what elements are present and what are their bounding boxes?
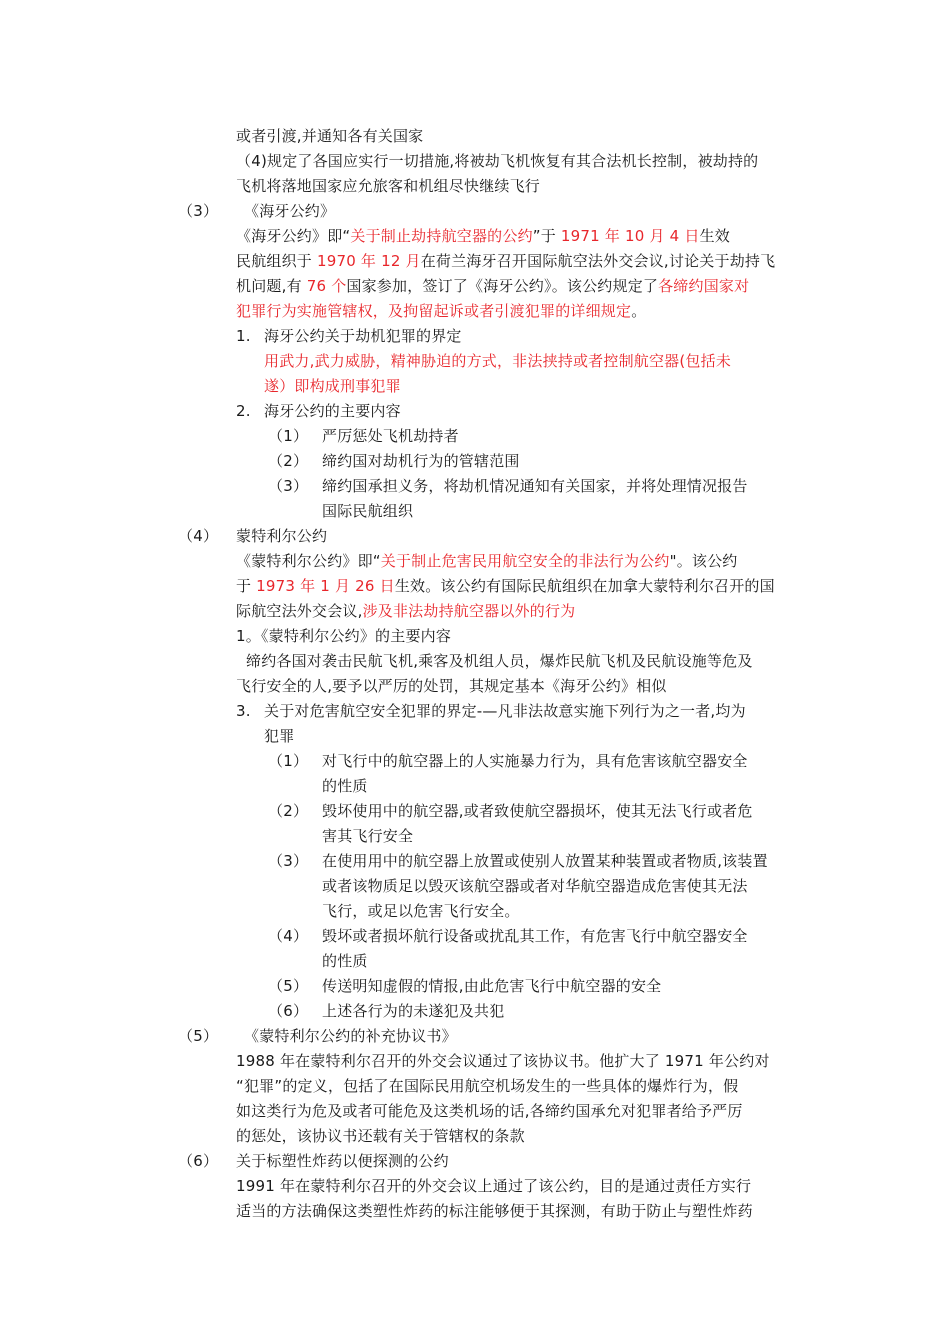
item-number: （5） — [268, 977, 309, 995]
item-number: （6） — [268, 1002, 309, 1020]
text-span: ”于 — [532, 227, 561, 245]
highlight-span: 关于制止劫持航空器的公约 — [350, 227, 533, 245]
text-line: 海牙公约关于劫机犯罪的界定 — [264, 327, 462, 345]
text-span: 《海牙公约》即“ — [236, 227, 351, 245]
text-line — [236, 601, 575, 621]
item-number: （3） — [268, 477, 309, 495]
item-number: 1. — [236, 327, 251, 345]
highlight-line: 遂）即构成刑事犯罪 — [264, 377, 401, 395]
text-line: 犯罪 — [264, 727, 295, 745]
text-span: 际航空法外交会议, — [236, 602, 363, 620]
item-number: 2. — [236, 402, 251, 420]
text-line: 害其飞行安全 — [322, 827, 414, 845]
text-span: 机问题,有 — [236, 277, 307, 295]
item-number: （2） — [268, 802, 309, 820]
text-line — [236, 301, 646, 321]
section-title: 关于标塑性炸药以便探测的公约 — [236, 1152, 449, 1170]
text-line: 关于对危害航空安全犯罪的界定-—凡非法故意实施下列行为之一者,均为 — [264, 702, 746, 720]
text-line: 1991 年在蒙特利尔召开的外交会议上通过了该公约，目的是通过责任方实行 — [236, 1177, 752, 1195]
item-number: （3） — [178, 202, 219, 220]
text-span: 在荷兰海牙召开国际航空法外交会议,讨论关于劫持飞 — [420, 252, 776, 270]
text-line: 如这类行为危及或者可能危及这类机场的话,各缔约国承允对犯罪者给予严厉 — [236, 1102, 743, 1120]
highlight-span: 1971 年 10 月 4 日 — [560, 227, 700, 245]
highlight-span: 关于制止危害民用航空安全的非法行为公约 — [380, 552, 670, 570]
text-line: 国际民航组织 — [322, 502, 414, 520]
item-number: （6） — [178, 1152, 219, 1170]
text-line: 适当的方法确保这类塑性炸药的标注能够便于其探测，有助于防止与塑性炸药 — [236, 1202, 753, 1220]
text-line: 毁坏或者损坏航行设备或扰乱其工作，有危害飞行中航空器安全 — [322, 927, 748, 945]
text-span: 民航组织于 — [236, 252, 317, 270]
item-number: （1） — [268, 427, 309, 445]
highlight-span: 各缔约国家对 — [658, 277, 750, 295]
text-line: 缔约国对劫机行为的管辖范围 — [322, 452, 520, 470]
section-title: 《海牙公约》 — [244, 202, 336, 220]
item-number: （4） — [268, 927, 309, 945]
text-line: 毁坏使用中的航空器,或者致使航空器损坏，使其无法飞行或者危 — [322, 802, 753, 820]
text-span: 生效 — [699, 227, 730, 245]
text-line: （4)规定了各国应实行一切措施,将被劫飞机恢复有其合法机长控制，被劫持的 — [236, 152, 759, 170]
text-span: "。该公约 — [669, 552, 738, 570]
text-line — [236, 251, 775, 271]
text-line — [236, 276, 749, 296]
text-line: 海牙公约的主要内容 — [264, 402, 401, 420]
text-line — [236, 226, 730, 246]
highlight-line: 用武力,武力威胁，精神胁迫的方式，非法挟持或者控制航空器(包括未 — [264, 352, 732, 370]
text-line: 对飞行中的航空器上的人实施暴力行为，具有危害该航空器安全 — [322, 752, 748, 770]
text-span: 。 — [631, 302, 647, 320]
text-line: 缔约各国对袭击民航飞机,乘客及机组人员，爆炸民航飞机及民航设施等危及 — [246, 652, 753, 670]
text-span: 生效。该公约有国际民航组织在加拿大蒙特利尔召开的国 — [394, 577, 775, 595]
text-line: 缔约国承担义务，将劫机情况通知有关国家，并将处理情况报告 — [322, 477, 748, 495]
text-line: 在使用用中的航空器上放置或使别人放置某种装置或者物质,该装置 — [322, 852, 768, 870]
highlight-span: 76 个 — [306, 277, 347, 295]
text-line: 严厉惩处飞机劫持者 — [322, 427, 459, 445]
text-line: 的惩处，该协议书还载有关于管辖权的条款 — [236, 1127, 525, 1145]
item-number: （1） — [268, 752, 309, 770]
highlight-span: 涉及非法劫持航空器以外的行为 — [362, 602, 576, 620]
text-span: 于 — [236, 577, 257, 595]
text-line: 或者该物质足以毁灭该航空器或者对华航空器造成危害使其无法 — [322, 877, 748, 895]
text-span: 国家参加，签订了《海牙公约》。该公约规定了 — [346, 277, 659, 295]
item-number: （3） — [268, 852, 309, 870]
item-number: （5） — [178, 1027, 219, 1045]
item-number: （2） — [268, 452, 309, 470]
text-line: 的性质 — [322, 952, 368, 970]
text-line: “犯罪”的定义，包括了在国际民用航空机场发生的一些具体的爆炸行为，假 — [236, 1077, 739, 1095]
section-title: 蒙特利尔公约 — [236, 527, 328, 545]
text-line: 或者引渡,并通知各有关国家 — [236, 127, 424, 145]
highlight-span: 1970 年 12 月 — [316, 252, 421, 270]
text-line: 上述各行为的未遂犯及共犯 — [322, 1002, 505, 1020]
text-span: 《蒙特利尔公约》即“ — [236, 552, 381, 570]
item-number: （4） — [178, 527, 219, 545]
highlight-span: 犯罪行为实施管辖权，及拘留起诉或者引渡犯罪的详细规定 — [236, 302, 632, 320]
highlight-span: 1973 年 1 月 26 日 — [256, 577, 395, 595]
text-line: 飞行，或足以危害飞行安全。 — [322, 902, 520, 920]
text-line — [236, 576, 775, 596]
item-number: 3. — [236, 702, 251, 720]
text-line: 的性质 — [322, 777, 368, 795]
text-line: 飞行安全的人,要予以严厉的处罚，其规定基本《海牙公约》相似 — [236, 677, 667, 695]
text-line: 飞机将落地国家应允旅客和机组尽快继续飞行 — [236, 177, 541, 195]
section-title: 《蒙特利尔公约的补充协议书》 — [244, 1027, 457, 1045]
text-line: 1。《蒙特利尔公约》的主要内容 — [236, 627, 452, 645]
text-line — [236, 551, 738, 571]
text-line: 传送明知虚假的情报,由此危害飞行中航空器的安全 — [322, 977, 662, 995]
text-line: 1988 年在蒙特利尔召开的外交会议通过了该协议书。他扩大了 1971 年公约对 — [236, 1052, 770, 1070]
